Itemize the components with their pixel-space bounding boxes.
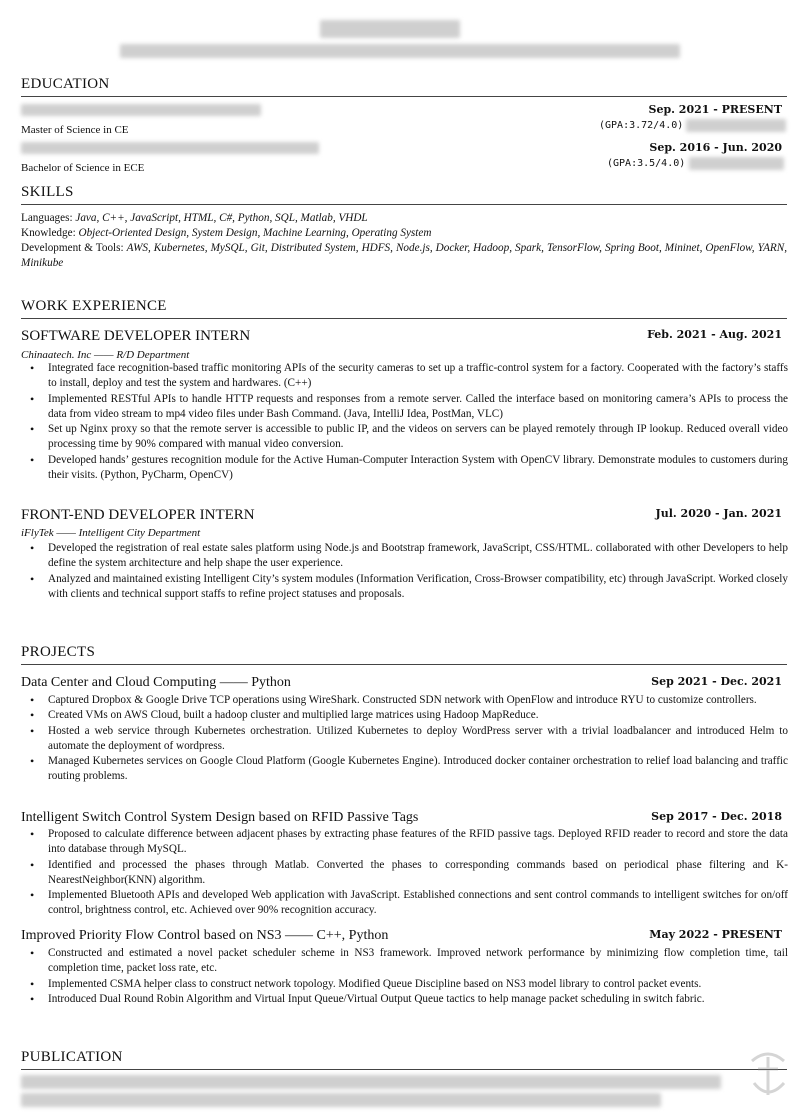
list-item: • Implemented CSMA helper class to construct network topology. Modified Queue Discipline based on NS3 model library to control packet events. [28, 977, 788, 992]
list-item: • Analyzed and maintained existing Intelligent City’s system modules (Information Verification, Cross-Browser compatibility, etc) through JavaScript. Worked closely with clients and technical support staffs to refine project statuses and proposals. [28, 572, 788, 603]
job-title: SOFTWARE DEVELOPER INTERN [21, 328, 251, 344]
skills-languages-list: Java, C++, JavaScript, HTML, C#, Python, SQL, Matlab, VHDL [75, 212, 368, 224]
list-item: • Captured Dropbox & Google Drive TCP operations using WireShark. Constructed SDN network with OpenFlow and introduce RYU to customize controllers. [28, 693, 788, 708]
list-item: • Introduced Dual Round Robin Algorithm and Virtual Input Queue/Virtual Output Queue tactics to help manage packet scheduling in switch fabric. [28, 992, 788, 1007]
education-entry [21, 103, 782, 119]
list-item: • Constructed and estimated a novel packet scheduler scheme in NS3 framework. Improved network performance by minimizing flow completion time, tail completion time, packet loss rate, etc. [28, 946, 788, 977]
education-dates: Sep. 2021 - PRESENT [648, 103, 782, 116]
list-item: • Implemented RESTful APIs to handle HTTP requests and responses from a remote server. Called the interface based on monitoring camera’s APIs to process the data from video stream to mp4 video files under Bash Command. (Java, IntelliJ Idea, PostMan, VLC) [28, 392, 788, 423]
job-org: iFlyTek —— Intelligent City Department [21, 527, 201, 539]
redacted-location [686, 119, 786, 132]
job-bullets [28, 361, 788, 483]
redacted-school [21, 142, 319, 154]
education-degree: Bachelor of Science in ECE [21, 162, 145, 174]
publication-heading: PUBLICATION [21, 1049, 123, 1065]
job-header [21, 504, 782, 522]
project-bullets [28, 693, 788, 785]
redacted-school [21, 104, 261, 116]
redacted-location [689, 157, 784, 170]
list-item: • Created VMs on AWS Cloud, built a hadoop cluster and multiplied large matrices using Hadoop MapReduce. [28, 708, 788, 723]
skills-knowledge-list: Object-Oriented Design, System Design, Machine Learning, Operating System [78, 227, 432, 239]
education-entry-line2 [21, 156, 782, 172]
skills-languages [21, 211, 787, 226]
list-item: • Hosted a web service through Kubernetes orchestration. Utilized Kubernetes to deploy WordPress server with a trivial loadbalancer and introduced Helm to automate the deployment of wordpress. [28, 724, 788, 755]
education-entry [21, 141, 782, 157]
project-bullets [28, 946, 788, 1007]
projects-heading: PROJECTS [21, 644, 96, 660]
education-dates: Sep. 2016 - Jun. 2020 [649, 141, 782, 154]
redacted-publication [21, 1075, 721, 1089]
project-dates: Sep 2017 - Dec. 2018 [651, 810, 782, 823]
work-rule [21, 318, 787, 319]
job-dates: Jul. 2020 - Jan. 2021 [655, 507, 782, 520]
watermark-stamp-icon [738, 1039, 798, 1109]
list-item: • Identified and processed the phases through Matlab. Converted the phases to corresponding commands based on periodical phase filtering and K-NearestNeighbor(KNN) algorithm. [28, 858, 788, 889]
skills-tools-label: Development & Tools: [21, 242, 124, 254]
skills-languages-label: Languages: [21, 212, 73, 224]
project-dates: Sep 2021 - Dec. 2021 [651, 675, 782, 688]
job-bullets [28, 541, 788, 602]
education-rule [21, 96, 787, 97]
skills-knowledge-label: Knowledge: [21, 227, 76, 239]
project-title: Improved Priority Flow Control based on NS3 —— C++, Python [21, 928, 389, 943]
project-title: Intelligent Switch Control System Design based on RFID Passive Tags [21, 810, 419, 825]
list-item: • Implemented Bluetooth APIs and developed Web application with JavaScript. Established connections and sent control commands to intelligent switches for on/off control, brightness control, etc. Achieved over 90% recognition accuracy. [28, 888, 788, 919]
projects-rule [21, 664, 787, 665]
redacted-publication [21, 1093, 661, 1107]
job-org-row [21, 343, 782, 359]
job-org-row [21, 521, 782, 537]
list-item: • Integrated face recognition-based traffic monitoring APIs of the security cameras to set up a traffic-control system for a factory. Cooperated with the factory’s staffs to install, deploy and test the system and hardwares. (C++) [28, 361, 788, 392]
skills-knowledge [21, 226, 787, 241]
project-header [21, 924, 782, 942]
project-dates: May 2022 - PRESENT [649, 928, 782, 941]
education-degree: Master of Science in CE [21, 124, 129, 136]
publication-rule [21, 1069, 787, 1070]
list-item: • Managed Kubernetes services on Google Cloud Platform (Google Kubernetes Engine). Introduced docker container orchestration to relief load balancing and traffic routing problems. [28, 754, 788, 785]
list-item: • Developed the registration of real estate sales platform using Node.js and Bootstrap framework, JavaScript, CSS/HTML. collaborated with other Developers to help define the system architecture and help shape the user experience. [28, 541, 788, 572]
job-dates: Feb. 2021 - Aug. 2021 [647, 328, 782, 341]
education-gpa: (GPA:3.5/4.0) [607, 158, 686, 169]
skills-heading: SKILLS [21, 184, 74, 200]
project-title: Data Center and Cloud Computing —— Python [21, 675, 291, 690]
redacted-name [320, 20, 460, 38]
skills-tools-list: AWS, Kubernetes, MySQL, Git, Distributed System, HDFS, Node.js, Docker, Hadoop, Spark, TensorFlow, Spring Boot, Mininet, OpenFlow, YARN, Minikube [21, 242, 787, 269]
skills-tools [21, 241, 787, 271]
education-entry-line2 [21, 118, 782, 134]
education-gpa: (GPA:3.72/4.0) [599, 120, 684, 131]
skills-rule [21, 204, 787, 205]
redacted-contact [120, 44, 680, 58]
education-heading: EDUCATION [21, 76, 110, 92]
job-org: Chinaatech. Inc —— R/D Department [21, 349, 190, 361]
list-item: • Developed hands’ gestures recognition module for the Active Human-Computer Interaction System with OpenCV library. Demonstrate modules to customers during their visits. (Python, PyCharm, OpenCV) [28, 453, 788, 484]
work-heading: WORK EXPERIENCE [21, 298, 167, 314]
project-bullets [28, 827, 788, 919]
project-header [21, 806, 782, 824]
list-item: • Set up Nginx proxy so that the remote server is accessible to public IP, and the videos on servers can be played remotely through IP lookup. Reduced overall video processing time by 90% compared with manual video conversion. [28, 422, 788, 453]
project-header [21, 671, 782, 689]
list-item: • Proposed to calculate difference between adjacent phases by extracting phase features of the RFID passive tags. Deployed RFID reader to record and store the data into database through MySQL. [28, 827, 788, 858]
job-header [21, 325, 782, 343]
job-title: FRONT-END DEVELOPER INTERN [21, 507, 255, 523]
